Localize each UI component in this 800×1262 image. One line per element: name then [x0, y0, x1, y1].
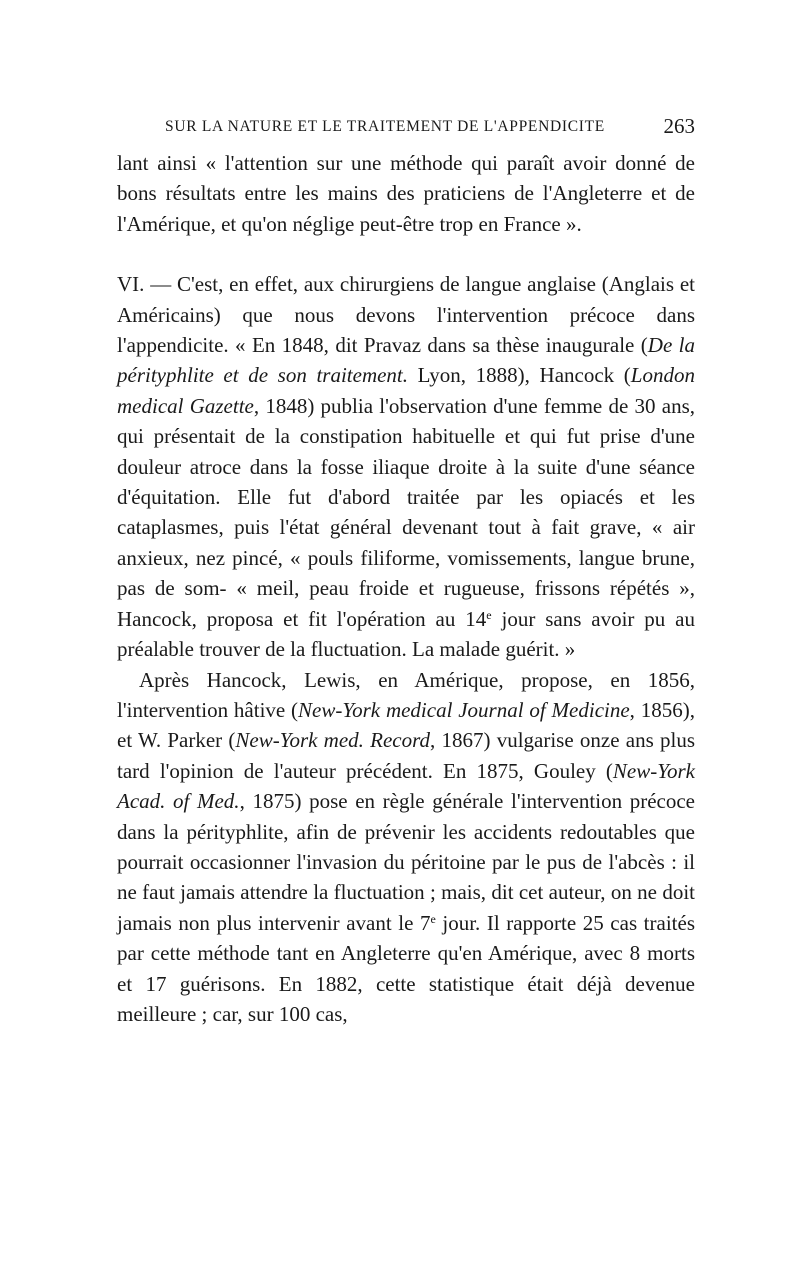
- citation-title: De la pérityphlite et de son traitement.: [117, 333, 695, 388]
- paragraph-section-vi: [117, 269, 695, 664]
- ordinal-superscript: e: [430, 911, 436, 926]
- text-run: , 1875) pose en règle générale l'intervention précoce dans la pérityphlite, afin de prévenir les accidents redoutables que pourrait occasionner l'invasion du péritoine par le pus de l'abcès : il ne faut jamais attendre la fluctuation ; mais, dit cet auteur, on ne doit jamais non plus intervenir avant le 7: [117, 789, 695, 935]
- text-run: VI. — C'est, en effet, aux chirurgiens de langue anglaise (Anglais et Américains) que nous devons l'intervention précoce dans l'appendicite. « En 1848, dit Pravaz dans sa thèse inaugurale (: [117, 272, 695, 358]
- text-run: , 1867) vulgarise onze ans plus tard l'opinion de l'auteur précédent. En 1875, Gouley (: [117, 728, 695, 783]
- paragraph-text: lant ainsi « l'attention sur une méthode qui paraît avoir donné de bons résultats entre les mains des praticiens de l'Angleterre et de l'Amérique, et qu'on néglige peut-être trop en France ».: [117, 151, 695, 236]
- text-run: Lyon, 1888), Hancock (: [408, 363, 631, 388]
- text-run: , 1848) publia l'observation d'une femme de 30 ans, qui présentait de la constipation habituelle et qui fut prise d'une douleur atroce dans la fosse iliaque droite à la suite d'une séance d'équitation. Elle fut d'abord traitée par les opiacés et les cataplasmes, puis l'état général devenant tout à fait grave, « air anxieux, nez pincé, « pouls filiforme, vomissements, langue brune, pas de som- « meil, peau froide et rugueuse, frissons répétés », Hancock, proposa et fit l'opération au 14: [117, 393, 695, 631]
- citation-title: London medical Gazette: [117, 363, 695, 418]
- citation-title: New-York Acad. of Med.: [117, 758, 695, 814]
- page-number: 263: [663, 114, 695, 138]
- text-run: jour sans avoir pu au préalable trouver de la fluctuation. La malade guérit. »: [117, 606, 695, 662]
- text-run: jour. Il rapporte 25 cas traités par cette méthode tant en Angleterre qu'en Amérique, avec 8 morts et 17 guérisons. En 1882, cette statistique était déjà devenue meilleure ; car, sur 100 cas,: [117, 910, 695, 1026]
- running-head: [117, 112, 695, 148]
- text-run: , 1856), et W. Parker (: [117, 697, 695, 753]
- paragraph-continuation: [117, 148, 695, 239]
- book-page: [117, 112, 695, 1029]
- text-run: Après Hancock, Lewis, en Amérique, propose, en 1856, l'intervention hâtive (: [117, 667, 695, 722]
- paragraph-hancock-lewis: [117, 665, 695, 1030]
- running-title: SUR LA NATURE ET LE TRAITEMENT DE L'APPENDICITE: [165, 118, 605, 135]
- ordinal-superscript: e: [486, 607, 492, 622]
- citation-title: New-York medical Journal of Medicine: [298, 697, 630, 722]
- citation-title: New-York med. Record: [235, 728, 431, 753]
- body-text: [117, 148, 695, 1029]
